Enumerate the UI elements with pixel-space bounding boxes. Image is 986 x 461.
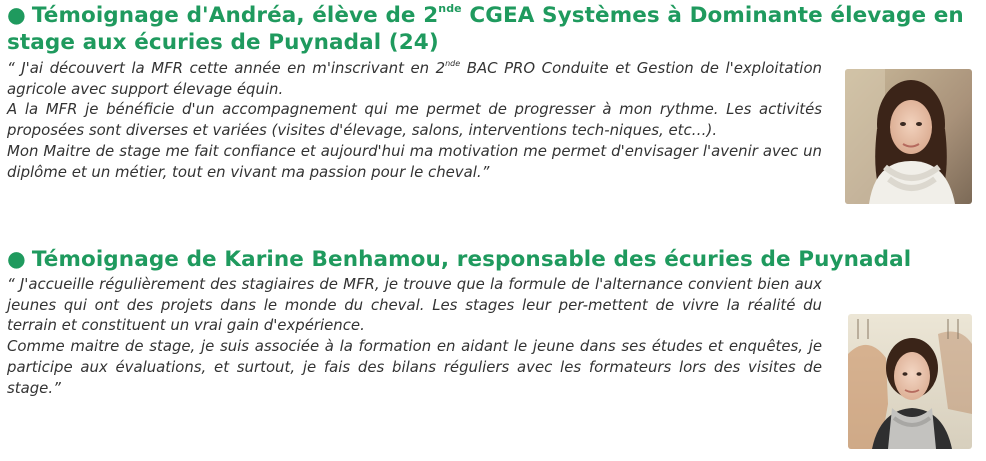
quote-paragraph: “ J'accueille régulièrement des stagiaires de MFR, je trouve que la formule de l'alternance convient bien aux jeunes qui ont des projets dans le monde du cheval. Les stages leur per-mettent de vivre la réalité du terrain et constituent un vrai gain d'expérience. <box>7 275 822 335</box>
quote-paragraph: Comme maitre de stage, je suis associée à la formation en aidant le jeune dans ses études et enquêtes, je participe aux évaluations, et surtout, je fais des bilans réguliers avec les formateurs lors des visites de stage.” <box>7 337 822 397</box>
heading-text-part1: Témoignage d'Andréa, élève de 2 <box>31 3 439 28</box>
andrea-photo <box>845 69 972 204</box>
heading-superscript: nde <box>438 2 462 15</box>
testimonial-andrea <box>7 2 979 182</box>
testimonial-karine <box>7 246 979 398</box>
quote-paragraph: Mon Maitre de stage me fait confiance et aujourd'hui ma motivation me permet d'envisager l'avenir avec un diplôme et un métier, tout en vivant ma passion pour le cheval.” <box>7 141 822 181</box>
quote-paragraph: A la MFR je bénéficie d'un accompagnement qui me permet de progresser à mon rythme. Les activités proposées sont diverses et variées (visites d'élevage, salons, interventions tech-niques, etc…). <box>7 100 822 140</box>
testimonial-karine-heading <box>7 246 979 273</box>
quote-text-part2: BAC PRO Conduite et Gestion de l'exploitation agricole avec support élevage équin. <box>7 59 822 98</box>
testimonial-andrea-heading <box>7 2 979 56</box>
testimonial-karine-quote <box>7 274 822 398</box>
heading-text: Témoignage de Karine Benhamou, responsable des écuries de Puynadal <box>31 247 912 272</box>
karine-photo <box>848 314 972 449</box>
bullet-icon: ● <box>7 247 26 272</box>
heading-text-part2: CGEA Systèmes à Dominante élevage en stage aux écuries de Puynadal (24) <box>7 3 964 55</box>
bullet-icon: ● <box>7 3 26 28</box>
testimonial-andrea-quote <box>7 58 822 182</box>
quote-text-part1: “ J'ai découvert la MFR cette année en m'inscrivant en 2 <box>7 59 446 77</box>
quote-paragraph <box>7 58 822 99</box>
quote-superscript: nde <box>445 59 461 68</box>
